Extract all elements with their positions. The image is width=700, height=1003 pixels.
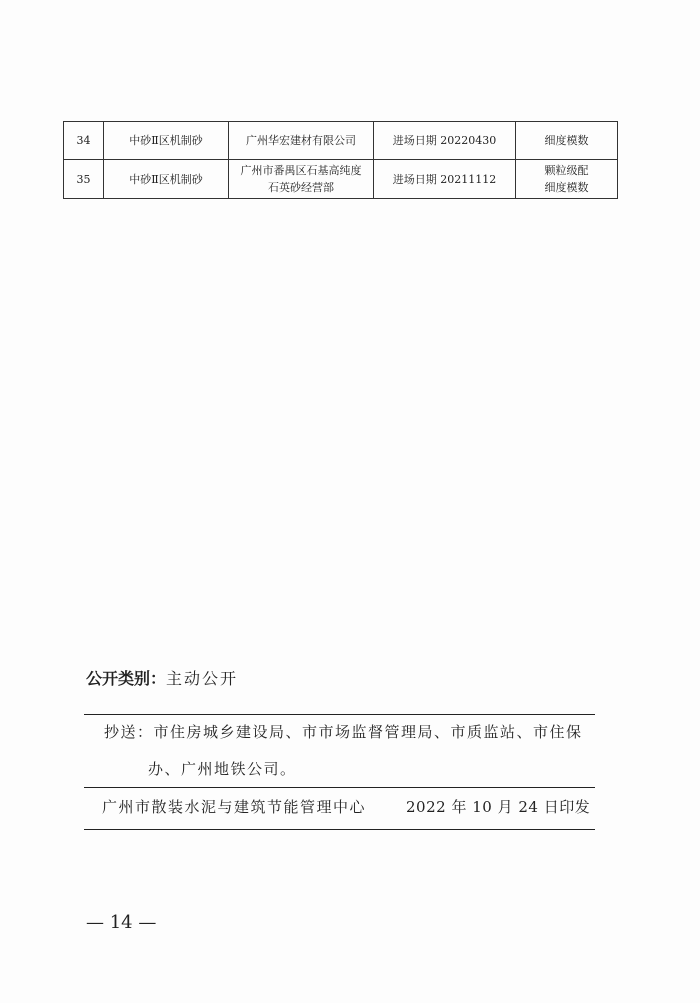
company-name-line: 广州市番禺区石基高纯度	[240, 164, 362, 177]
material-spec-cell: 中砂Ⅱ区机制砂	[104, 122, 229, 160]
divider-top	[84, 714, 595, 715]
material-spec-cell: 中砂Ⅱ区机制砂	[104, 160, 229, 199]
failed-items-cell	[516, 122, 618, 160]
page-number: — 14 —	[86, 912, 157, 933]
entry-date-cell: 进场日期 20220430	[374, 122, 516, 160]
disclosure-category	[86, 668, 238, 690]
company-cell	[229, 160, 374, 199]
issue-date: 2022 年 10 月 24 日印发	[406, 798, 591, 816]
row-number-cell: 34	[64, 122, 104, 160]
table-row	[64, 160, 618, 199]
disclosure-label: 公开类别：	[86, 669, 167, 688]
issuer-name: 广州市散装水泥与建筑节能管理中心	[102, 798, 367, 816]
company-name-line: 广州华宏建材有限公司	[246, 134, 356, 147]
failed-item-line: 颗粒级配	[544, 164, 589, 177]
company-cell	[229, 122, 374, 160]
row-number-cell: 35	[64, 160, 104, 199]
divider-bottom	[84, 829, 595, 830]
failed-item-line: 细度模数	[544, 181, 589, 194]
test-results-table	[63, 121, 618, 199]
disclosure-value: 主动公开	[166, 669, 239, 688]
entry-date-cell: 进场日期 20211112	[374, 160, 516, 199]
divider-middle	[84, 787, 595, 788]
company-name-line: 石英砂经营部	[268, 181, 334, 194]
failed-items-cell	[516, 160, 618, 199]
cc-line-2: 办、广州地铁公司。	[148, 760, 297, 778]
failed-item-line: 细度模数	[544, 134, 589, 147]
cc-line-1: 抄送：市住房城乡建设局、市市场监督管理局、市质监站、市住保	[104, 723, 583, 741]
table-row	[64, 122, 618, 160]
